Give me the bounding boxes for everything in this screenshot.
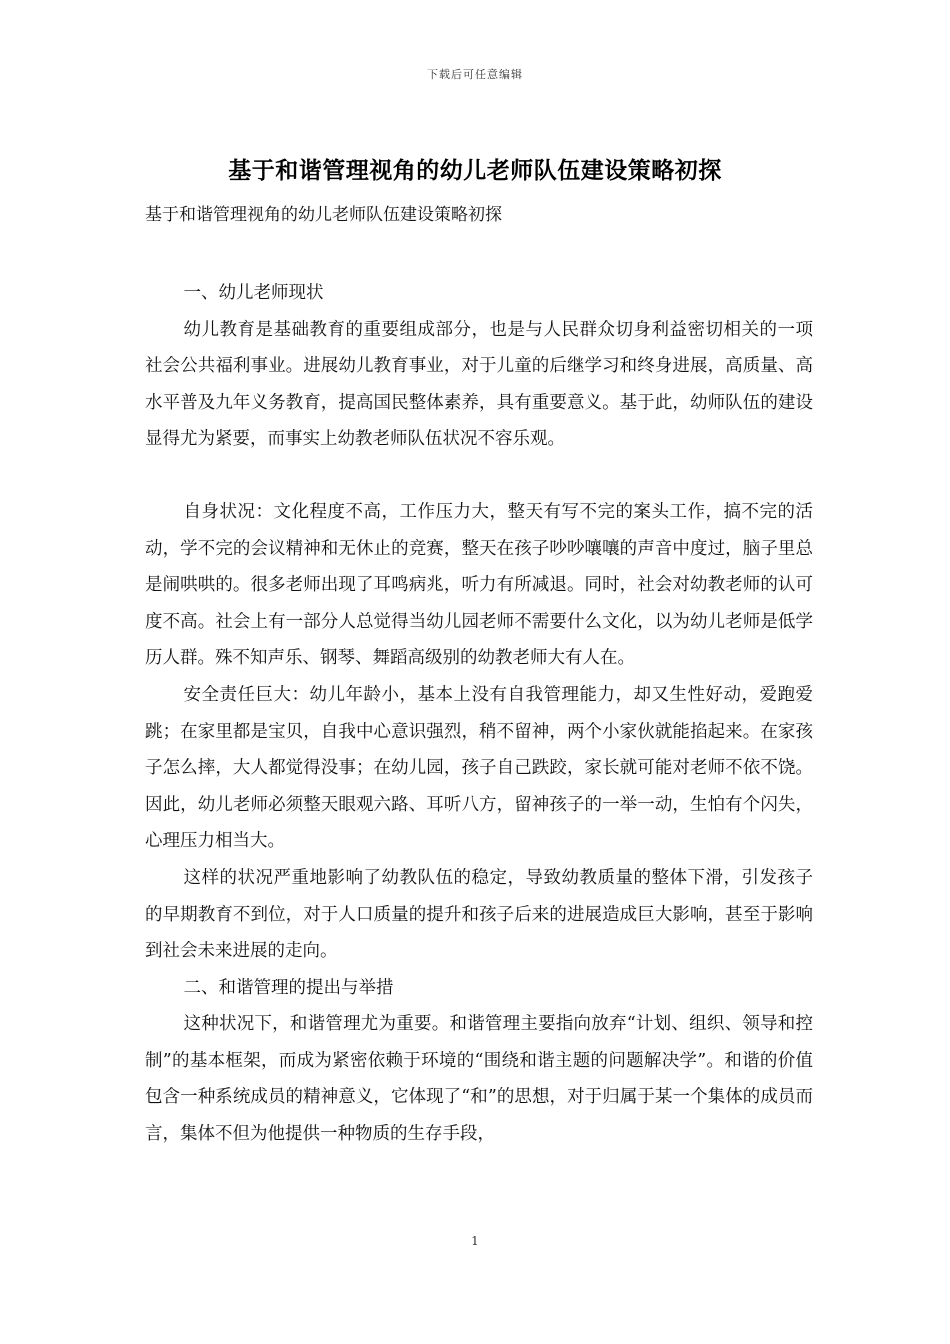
header-note: 下载后可任意编辑 [427, 68, 523, 81]
body-paragraph: 幼儿教育是基础教育的重要组成部分，也是与人民群众切身利益密切相关的一项社会公共福利事业。进展幼儿教育事业，对于儿童的后继学习和终身进展，高质量、高水平普及九年义务教育，提高国民整体素养，具有重要意义。基于此，幼师队伍的建设显得尤为紧要，而事实上幼教老师队伍状况不容乐观。 [145, 319, 813, 450]
body-paragraph: 这种状况下，和谐管理尤为重要。和谐管理主要指向放弃“计划、组织、领导和控制”的基本框架，而成为紧密依赖于环境的“围绕和谐主题的问题解决学”。和谐的价值包含一种系统成员的精神意义，它体现了“和”的思想，对于归属于某一个集体的成员而言，集体不但为他提供一种物质的生存手段， [145, 1014, 813, 1145]
document-subtitle: 基于和谐管理视角的幼儿老师队伍建设策略初探 [145, 205, 502, 225]
document-body [145, 275, 813, 1153]
section-heading-1: 一、幼儿老师现状 [183, 283, 324, 303]
body-paragraph: 安全责任巨大：幼儿年龄小，基本上没有自我管理能力，却又生性好动，爱跑爱跳；在家里都是宝贝，自我中心意识强烈，稍不留神，两个小家伙就能掐起来。在家孩子怎么摔，大人都觉得没事；在幼儿园，孩子自己跌跤，家长就可能对老师不依不饶。因此，幼儿老师必须整天眼观六路、耳听八方，留神孩子的一举一动，生怕有个闪失，心理压力相当大。 [145, 684, 813, 852]
section-heading-2: 二、和谐管理的提出与举措 [183, 977, 394, 998]
body-paragraph: 这样的状况严重地影响了幼教队伍的稳定，导致幼教质量的整体下滑，引发孩子的早期教育不到位，对于人口质量的提升和孩子后来的进展造成巨大影响，甚至于影响到社会未来进展的走向。 [145, 867, 813, 962]
document-title: 基于和谐管理视角的幼儿老师队伍建设策略初探 [228, 157, 722, 184]
body-paragraph: 自身状况：文化程度不高，工作压力大，整天有写不完的案头工作，搞不完的活动，学不完的会议精神和无休止的竞赛，整天在孩子吵吵嚷嚷的声音中度过，脑子里总是闹哄哄的。很多老师出现了耳鸣病兆，听力有所减退。同时，社会对幼教老师的认可度不高。社会上有一部分人总觉得当幼儿园老师不需要什么文化，以为幼儿老师是低学历人群。殊不知声乐、钢琴、舞蹈高级别的幼教老师大有人在。 [145, 501, 813, 669]
page-number: 1 [471, 1234, 479, 1248]
